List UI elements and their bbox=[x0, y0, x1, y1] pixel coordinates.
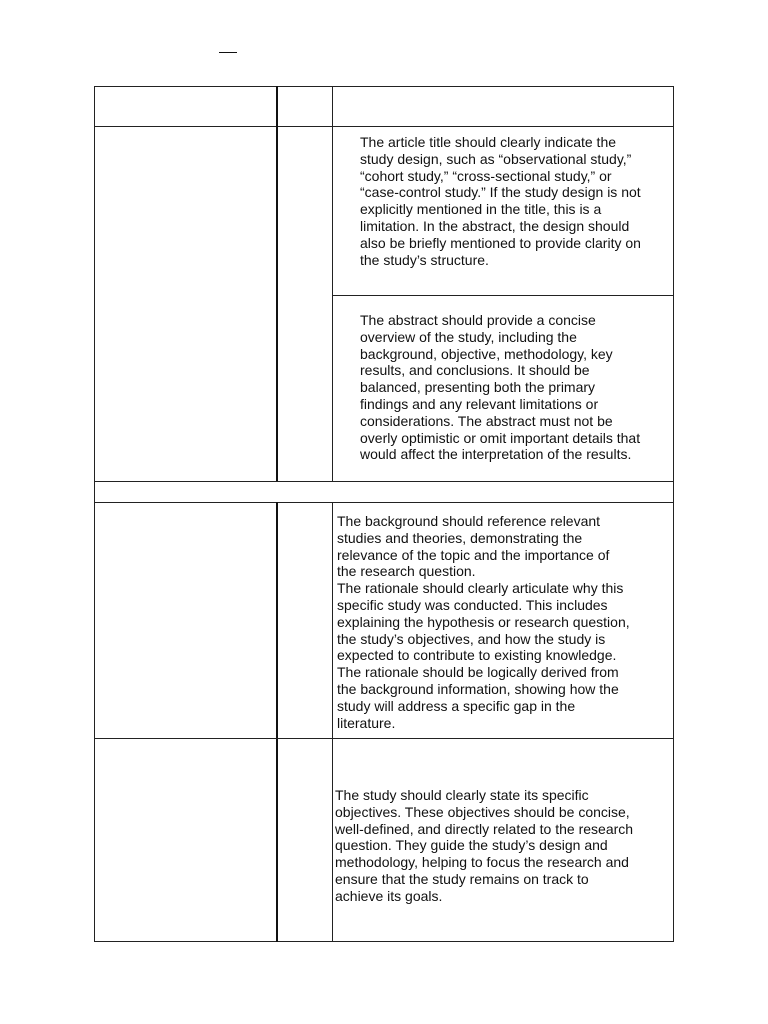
header-dash bbox=[219, 52, 237, 53]
column-divider-1b bbox=[276, 502, 278, 942]
column-divider-2b bbox=[332, 502, 333, 942]
column-divider-1 bbox=[276, 86, 278, 482]
guideline-table bbox=[94, 86, 674, 942]
section-row-bottom bbox=[94, 502, 674, 503]
section-row-top bbox=[94, 481, 674, 482]
row-divider-background-objectives bbox=[94, 738, 674, 739]
abstract-guideline-text: The abstract should provide a concise overview of the study, including the background, objective, methodology, key results, and conclusions. It should be balanced, presenting both the primary findings and any relevant limitations or considerations. The abstract must not be overly optimistic or omit important details that would affect the interpretation of the results. bbox=[360, 312, 641, 463]
objectives-text: The study should clearly state its specific objectives. These objectives should be concise, well-defined, and directly related to the research question. They guide the study’s design and methodology, helping to focus the research and ensure that the study remains on track to achieve its goals. bbox=[335, 787, 634, 904]
table-border-top bbox=[94, 86, 674, 87]
header-row-divider bbox=[94, 126, 674, 127]
row-divider-title-abstract bbox=[332, 295, 674, 296]
table-border-right bbox=[673, 86, 674, 942]
column-divider-2 bbox=[332, 86, 333, 482]
table-border-left bbox=[94, 86, 95, 942]
background-rationale-text: The background should reference relevant studies and theories, demonstrating the relevance of the topic and the importance of the research question. The rationale should clearly articulate why this specific study was conducted. This includes explaining the hypothesis or research question, the study’s objectives, and how the study is expected to contribute to existing knowledge. The rationale should be logically derived from the background information, showing how the study will address a specific gap in the literature. bbox=[337, 513, 630, 731]
table-border-bottom bbox=[94, 941, 674, 942]
title-guideline-text: The article title should clearly indicate the study design, such as “observational study,” “cohort study,” “cross-sectional study,” or “case-control study.” If the study design is not explicitly mentioned in the title, this is a limitation. In the abstract, the design should also be briefly mentioned to provide clarity on the study’s structure. bbox=[360, 134, 641, 268]
